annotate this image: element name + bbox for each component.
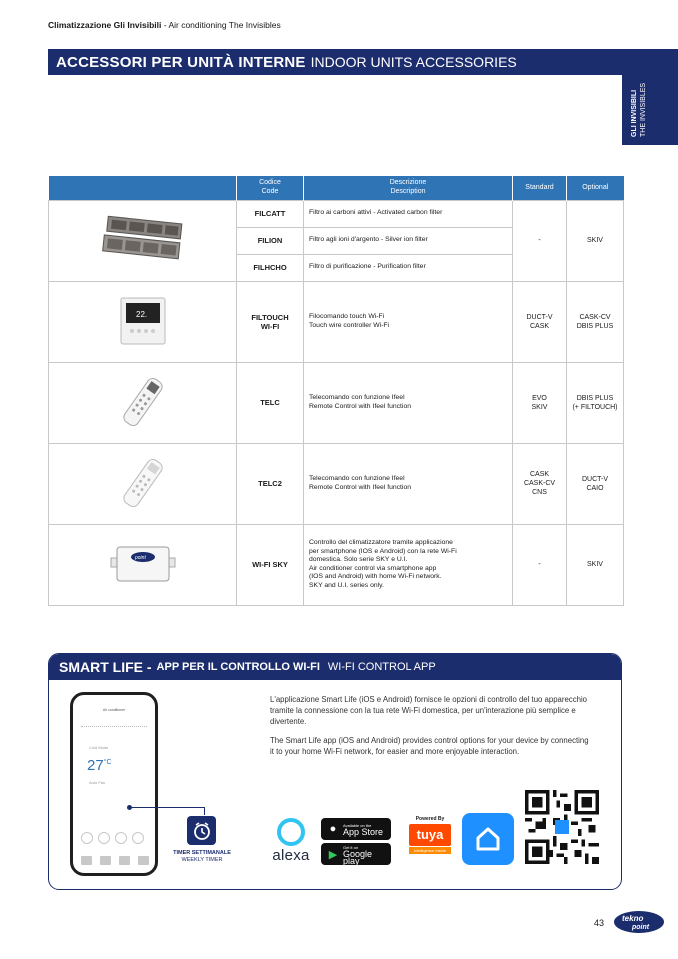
phone-tab-icon (100, 856, 111, 865)
fan-icon (132, 832, 144, 844)
standard-cell: DUCT-V CASK (513, 281, 567, 362)
phone-app-title: Air conditioner (102, 708, 126, 712)
side-tab-line2: THE INVISIBLES (640, 82, 647, 137)
code-cell: FILION (237, 227, 304, 254)
fan-icon (98, 832, 110, 844)
optional-cell: DUCT-V CAIO (567, 443, 624, 524)
phone-temperature-unit: °C (103, 759, 112, 766)
app-store-small: Available on the (343, 823, 372, 828)
qr-code-icon[interactable] (525, 790, 599, 864)
alexa-wordmark: alexa (272, 847, 310, 864)
table-row (49, 524, 624, 605)
logo-bottom-text: point (632, 924, 650, 931)
smart-life-panel (48, 653, 622, 890)
svg-text:point: point (134, 554, 146, 561)
page-header (48, 20, 281, 30)
side-tab-line1: GLI INVISIBILI (631, 89, 638, 137)
description-cell: Filtro ai carboni attivi - Activated carbon filter (304, 200, 513, 227)
side-tab (622, 49, 678, 145)
standard-cell: - (513, 200, 567, 281)
phone-bottom-bar (81, 856, 149, 865)
alexa-ring-icon (277, 818, 305, 846)
standard-cell: - (513, 524, 567, 605)
standard-cell: CASK CASK-CV CNS (513, 443, 567, 524)
description-cell: Telecomando con funzione Ifeel Remote Control with Ifeel function (304, 362, 513, 443)
phone-tab-icon (81, 856, 92, 865)
phone-divider (81, 726, 147, 729)
table-row (49, 362, 624, 443)
phone-tab-icon (119, 856, 130, 865)
fan-icon (115, 832, 127, 844)
google-play-badge[interactable] (321, 843, 391, 865)
code-cell: TELC (237, 362, 304, 443)
apple-icon: ● (329, 823, 337, 835)
google-play-icon: ▶ (328, 848, 338, 861)
description-cell: Filocomando touch Wi-Fi Touch wire controller Wi-Fi (304, 281, 513, 362)
optional-cell: CASK-CV DBIS PLUS (567, 281, 624, 362)
lcd-readout: 22. (135, 309, 147, 319)
fan-icon (81, 832, 93, 844)
connector-line (204, 807, 205, 815)
description-cell: Telecomando con funzione Ifeel Remote Control with Ifeel function (304, 443, 513, 524)
section-title-it: ACCESSORI PER UNITÀ INTERNE (56, 53, 306, 71)
phone-mockup (70, 692, 158, 876)
connector-line (129, 807, 205, 808)
alexa-logo (268, 818, 314, 868)
description-it: L'applicazione Smart Life (iOS e Android) fornisce le opzioni di controllo del tuo apparecchio tramite la connessione con la tua rete Wi-Fi domestica, per un'interazione più semplice e divertente. (270, 695, 588, 726)
app-store-big: App Store (343, 827, 384, 837)
smart-life-description (270, 694, 590, 757)
table-row (49, 443, 624, 524)
smart-life-title: SMART LIFE - (59, 659, 152, 675)
phone-mode-label: Cold Mode (89, 745, 109, 750)
optional-cell: SKIV (567, 200, 624, 281)
tuya-powered-by: Powered By (415, 816, 445, 822)
remote-telc-image (49, 362, 237, 443)
phone-fan-icons (81, 832, 144, 844)
app-store-badge[interactable] (321, 818, 391, 840)
code-cell: FILTOUCH WI-FI (237, 281, 304, 362)
smart-life-app-icon[interactable] (462, 813, 514, 865)
smart-life-bar (49, 654, 621, 680)
google-play-small: Get it on (342, 844, 359, 850)
google-play-big: Google play (342, 848, 373, 866)
filters-image (49, 200, 237, 281)
tuya-tagline: Intelligence Inside (409, 847, 451, 854)
timer-label-en: WEEKLY TIMER (181, 856, 223, 863)
phone-tab-icon (138, 856, 149, 865)
description-en: The Smart Life app (iOS and Android) provides control options for your device by connecting it to your home Wi-Fi network, for easier and more enjoyable interaction. (270, 736, 589, 756)
table-header-row (49, 176, 624, 200)
smart-life-subtitle: APP PER IL CONTROLLO WI-FI (156, 661, 320, 673)
header-bold: Climatizzazione Gli Invisibili (48, 20, 162, 30)
description-cell: Controllo del climatizzatore tramite applicazione per smartphone (IOS e Android) con la rete Wi-Fi domestica. Solo serie SKY e U.I. Air conditioner control via smartphone app (IOS and Android) with home Wi-Fi network. SKY and U.I. series only. (304, 524, 513, 605)
header-code: Codice Code (237, 176, 304, 200)
optional-cell: SKIV (567, 524, 624, 605)
header-standard: Standard (513, 176, 567, 200)
wire-controller-image (49, 281, 237, 362)
code-cell: FILHCHO (237, 254, 304, 281)
phone-temperature (87, 757, 112, 774)
header-description: Descrizione Description (304, 176, 513, 200)
description-cell: Filtro di purificazione - Purification filter (304, 254, 513, 281)
timer-label (168, 850, 236, 863)
standard-cell: EVO SKIV (513, 362, 567, 443)
phone-temperature-value: 27 (87, 757, 104, 774)
teknopoint-logo (613, 910, 665, 934)
table-row (49, 281, 624, 362)
code-cell: TELC2 (237, 443, 304, 524)
tuya-logo (409, 816, 451, 864)
header-rest: - Air conditioning The Invisibles (161, 20, 281, 30)
tuya-wordmark: tuya (409, 824, 451, 846)
phone-fan-label: Auto Fan (89, 780, 106, 785)
smart-life-subtitle-en: WI-FI CONTROL APP (327, 661, 436, 673)
optional-cell: DBIS PLUS (+ FILTOUCH) (567, 362, 624, 443)
description-cell: Filtro agli ioni d'argento - Silver ion filter (304, 227, 513, 254)
page-number: 43 (594, 918, 605, 928)
calendar-clock-icon (187, 816, 216, 845)
section-title-en: INDOOR UNITS ACCESSORIES (310, 54, 517, 70)
wifi-module-image (49, 524, 237, 605)
accessories-table (48, 176, 624, 606)
table-row (49, 200, 624, 227)
section-title-bar (48, 49, 622, 75)
logo-top-text: tekno (622, 914, 644, 923)
code-cell: FILCATT (237, 200, 304, 227)
header-optional: Optional (567, 176, 624, 200)
remote-telc2-image (49, 443, 237, 524)
header-image (49, 176, 237, 200)
code-cell: WI-FI SKY (237, 524, 304, 605)
timer-label-it: TIMER SETTIMANALE (173, 850, 231, 856)
